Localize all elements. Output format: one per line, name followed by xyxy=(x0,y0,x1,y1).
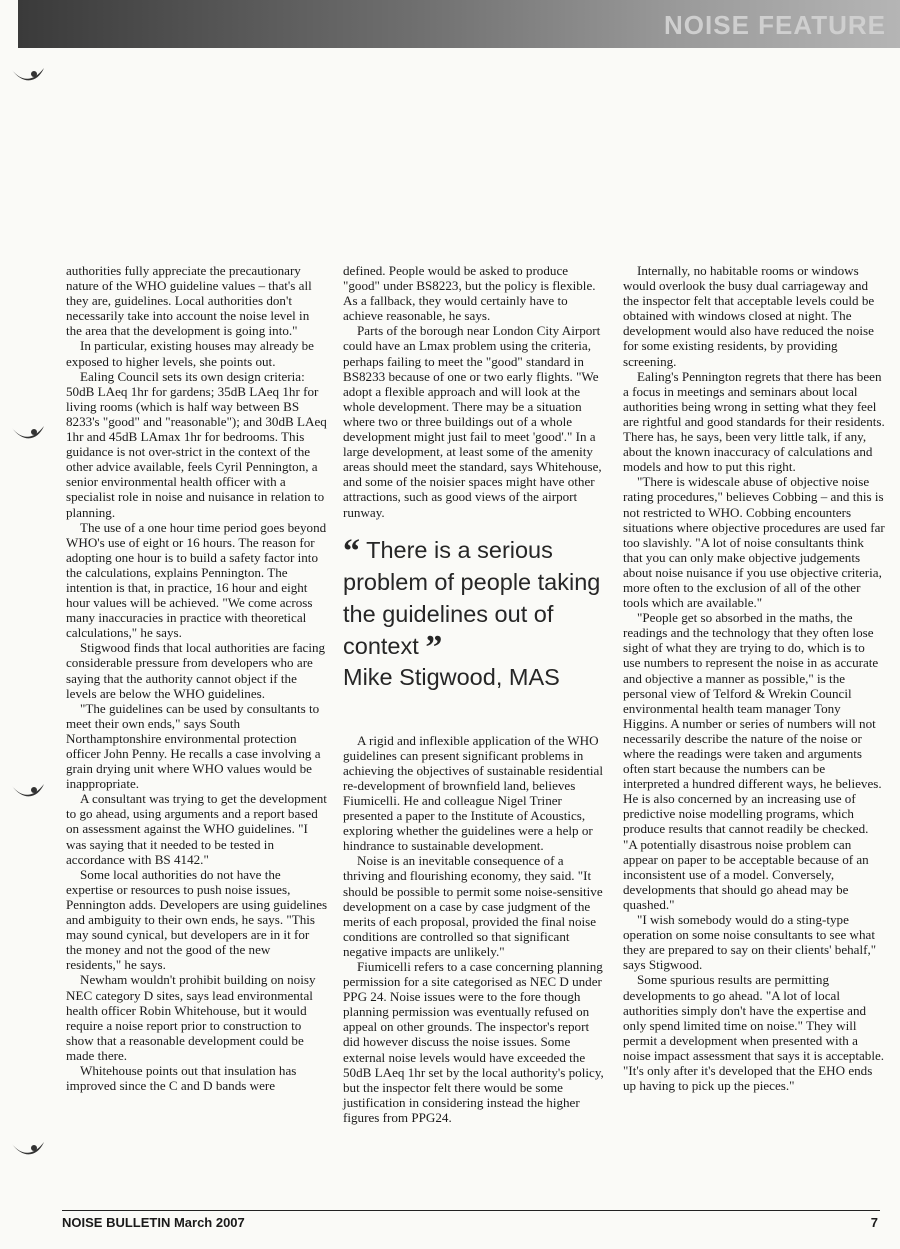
footer-rule xyxy=(62,1210,880,1211)
column-1 xyxy=(66,263,328,1093)
paragraph: Noise is an inevitable consequence of a thriving and flourishing economy, they said. "It should be possible to permit some noise-sensitive development on a case by case judgment of the merits of each proposal, provided the final noise conditions are controlled so that significant negative impacts are unlikely." xyxy=(343,853,603,959)
paragraph: "There is widescale abuse of objective noise rating procedures," believes Cobbing – and this is not restricted to WHO. Cobbing encounters situations where objective procedures are used far too slavishly. "A lot of noise consultants think that you can only make objective judgements about noise nuisance if you use objective criteria, more often to the exclusion of all of the other tools which are available." xyxy=(623,474,885,611)
swoosh-icon xyxy=(10,1140,46,1160)
column-2 xyxy=(343,263,608,1125)
paragraph: A consultant was trying to get the development to go ahead, using arguments and a report based on assessment against the WHO guidelines. "I was saying that it needed to be tested in accordance with BS 4142." xyxy=(66,791,327,867)
open-quote-mark: “ xyxy=(343,532,360,570)
close-quote-mark: ” xyxy=(425,628,443,666)
paragraph: Stigwood finds that local authorities are facing considerable pressure from developers who are saying that the authority cannot object if the levels are below the WHO guidelines. xyxy=(66,640,326,701)
paragraph: Fiumicelli refers to a case concerning planning permission for a site categorised as NEC D under PPG 24. Noise issues were to the fore though planning permission was eventually refused on appeal on other grounds. The inspector's report did however discuss the noise issues. Some external noise levels would have exceeded the 50dB LAeq 1hr set by the local authority's policy, but the inspector felt there would be some justification in considering instead the higher figures from PPG24. xyxy=(343,959,604,1125)
paragraph: In particular, existing houses may already be exposed to higher levels, she points out. xyxy=(66,338,314,369)
paragraph: "The guidelines can be used by consultants to meet their own ends," says South Northamptonshire environmental protection officer John Penny. He recalls a case involving a grain drying unit where WHO values would be inappropriate. xyxy=(66,700,321,792)
paragraph: "I wish somebody would do a sting-type operation on some noise consultants to see what they are prepared to say on their clients' behalf," says Stigwood. xyxy=(623,912,877,973)
pull-quote xyxy=(343,534,608,693)
paragraph: Internally, no habitable rooms or windows would overlook the busy dual carriageway and the inspector felt that acceptable levels could be obtained with windows closed at night. The development would also have reduced the noise for some existing residents, by providing screening. xyxy=(623,263,875,369)
paragraph: Ealing Council sets its own design criteria: 50dB LAeq 1hr for gardens; 35dB LAeq 1hr for living rooms (which is half way between BS 8233's "good" and "reasonable"); and 30dB LAeq 1hr and 45dB LAmax 1hr for bedrooms. This guidance is not over-strict in the context of the other advice available, feels Cyril Pennington, a senior environmental health officer with a specialist role in noise and nuisance in relation to planning. xyxy=(66,368,327,520)
page-number: 7 xyxy=(870,1215,878,1230)
paragraph: authorities fully appreciate the precautionary nature of the WHO guideline values – that's all they are, guidelines. Local authorities don't necessarily take into account the noise level in the area that the development is going into." xyxy=(66,263,312,339)
swoosh-icon xyxy=(10,424,46,444)
section-title: NOISE FEATURE xyxy=(664,10,886,40)
paragraph: Whitehouse points out that insulation has improved since the C and D bands were xyxy=(66,1062,297,1094)
swoosh-icon xyxy=(10,782,46,802)
paragraph: Ealing's Pennington regrets that there has been a focus in meetings and seminars about local authorities being wrong in setting what they feel are rightful and good standards for their residents. There has, he says, been very little talk, if any, about the known inaccuracy of calculations and models and how to put this right. xyxy=(623,368,885,475)
publication-footer: NOISE BULLETIN March 2007 xyxy=(62,1215,245,1230)
paragraph: The use of a one hour time period goes beyond WHO's use of eight or 16 hours. The reason for adopting one hour is to build a safety factor into the calculations, explains Pennington. The intention is that, in practice, 16 hour and eight hour values will be achieved. "We come across many inaccuracies in practice with theoretical calculations," he says. xyxy=(66,519,327,641)
pull-quote-attribution: Mike Stigwood, MAS xyxy=(343,663,560,690)
paragraph: defined. People would be asked to produce "good" under BS8223, but the policy is flexible. As a fallback, they would certainly have to achieve reasonable, he says. xyxy=(343,263,596,324)
paragraph: Some spurious results are permitting developments to go ahead. "A lot of local authorities simply don't have the expertise and only spend limited time on noise." They will permit a development when presented with a noise impact assessment that says it is acceptable. "It's only after it's developed that the EHO ends up having to pick up the pieces." xyxy=(623,972,885,1094)
header-band xyxy=(18,0,900,48)
paragraph: Some local authorities do not have the expertise or resources to push noise issues, Pennington adds. Developers are using guidelines and ambiguity to their own ends, he says. "This may sound cynical, but developers are in it for the money and not the good of the new residents," he says. xyxy=(66,866,328,973)
paragraph: Parts of the borough near London City Airport could have an Lmax problem using the criteria, perhaps failing to meet the "good" standard in BS8233 because of one or two early flights. "We adopt a flexible approach and will look at the whole development. There may be a situation where two or three buildings out of a whole development might just fail to meet 'good'." In a large development, at least some of the amenity areas should meet the standard, says Whitehouse, and some of the noisier spaces might have other attractions, such as good views of the airport runway. xyxy=(343,323,602,520)
column-3 xyxy=(623,263,885,1093)
pull-quote-text: There is a serious problem of people taking the guidelines out of context xyxy=(343,536,601,659)
swoosh-icon xyxy=(10,66,46,86)
paragraph: "People get so absorbed in the maths, the readings and the technology that they often lose sight of what they are trying to do, which is to use numbers to represent the noise in as accurate and objective a manner as possible," is the personal view of Telford & Wrekin Council environmental health team manager Tony Higgins. A number or series of numbers will not necessarily describe the nature of the noise or where the readings were taken and arguments often start because the numbers can be interpreted a hundred different ways, he believes. He is also concerned by an increasing use of predictive noise modelling programs, which produce results that cannot readily be checked. "A potentially disastrous noise problem can appear on paper to be acceptable because of an inconsistent use of a model. Conversely, developments that should go ahead may be quashed." xyxy=(623,610,882,912)
paragraph: Newham wouldn't prohibit building on noisy NEC category D sites, says lead environmental health officer Robin Whitehouse, but it would require a noise report prior to construction to show that a reasonable development could be made there. xyxy=(66,972,316,1063)
paragraph: A rigid and inflexible application of the WHO guidelines can present significant problems in achieving the objectives of sustainable residential re-development of brownfield land, believes Fiumicelli. He and colleague Nigel Triner presented a paper to the Institute of Acoustics, exploring whether the guidelines were a help or hindrance to sustainable development. xyxy=(343,732,603,854)
